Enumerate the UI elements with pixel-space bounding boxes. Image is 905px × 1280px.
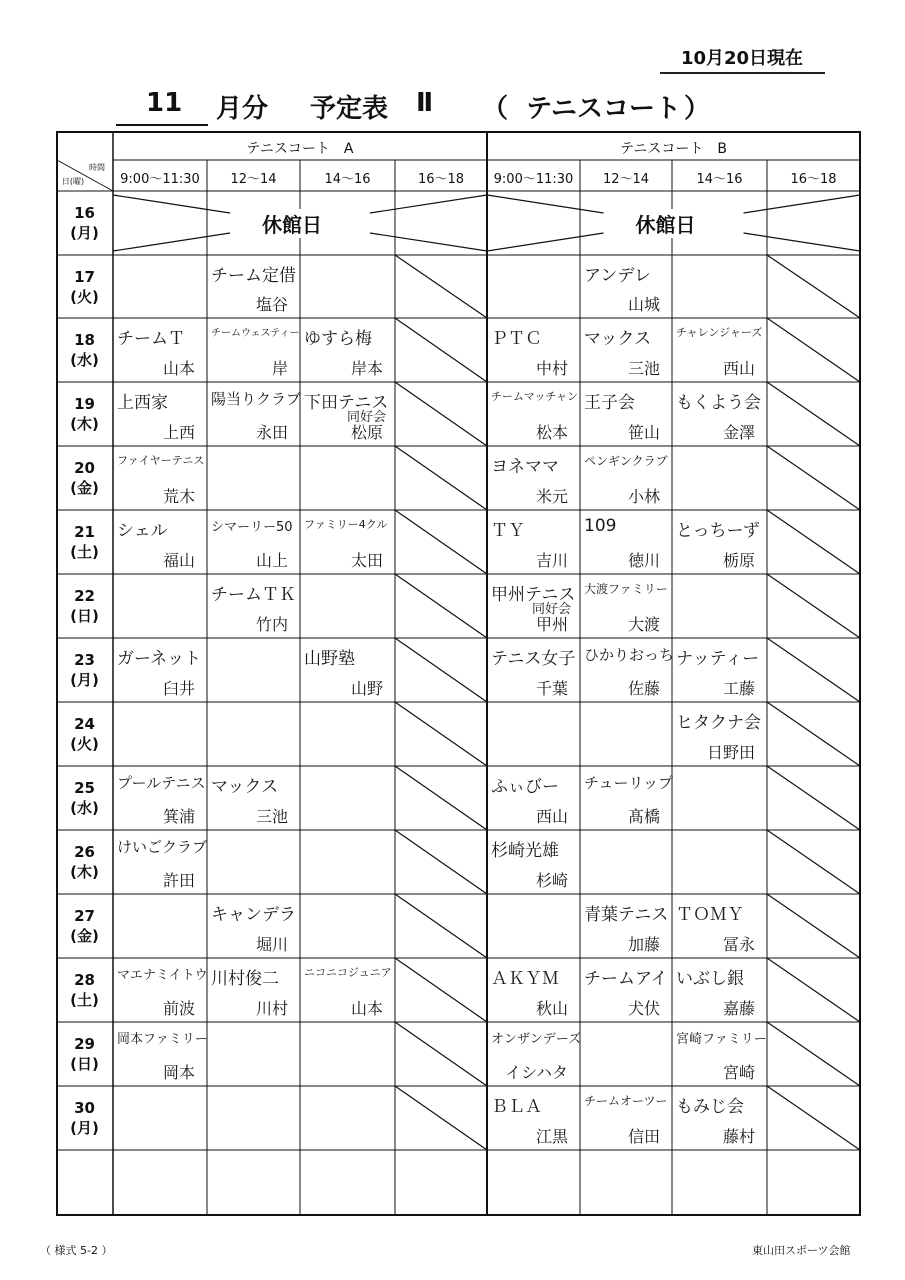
reservation-group: ＢＬＡ (491, 1097, 542, 1117)
unavailable-slot-diagonal (767, 446, 860, 510)
closed-arrow-line (487, 233, 604, 251)
reservation-group: 青葉テニス (584, 905, 669, 925)
reservation-group: ひかりおっち (584, 646, 675, 664)
reservation-contact: 宮崎 (722, 1063, 755, 1082)
title-schedule: 予定表 (310, 94, 389, 124)
closed-arrow-line (113, 233, 230, 251)
day-weekday: (火) (70, 287, 99, 306)
reservation-group: もくよう会 (676, 393, 761, 413)
unavailable-slot-diagonal (767, 1086, 860, 1150)
unavailable-slot-diagonal (767, 318, 860, 382)
reservation-contact: 笹山 (627, 423, 660, 442)
unavailable-slot-diagonal (767, 574, 860, 638)
reservation-contact: 吉川 (535, 551, 568, 570)
unavailable-slot-diagonal (767, 766, 860, 830)
unavailable-slot-diagonal (767, 702, 860, 766)
day-label (57, 970, 112, 1010)
reservation-contact: 信田 (627, 1127, 660, 1146)
closed-arrow-line (487, 195, 604, 213)
day-weekday: (月) (70, 224, 99, 242)
reservation-contact: 松本 (535, 423, 568, 442)
closed-label-court-a: 休館日 (256, 209, 328, 238)
reservation-group: いぶし銀 (676, 969, 744, 989)
reservation-group: 陽当りクラブ (211, 390, 302, 408)
unavailable-slot-diagonal (395, 702, 487, 766)
day-date: 21 (74, 523, 95, 541)
unavailable-slot-diagonal (767, 1022, 860, 1086)
day-date: 30 (74, 1099, 95, 1117)
time-slot-header: 16～18 (417, 172, 465, 187)
reservation-contact: 山本 (162, 359, 195, 378)
time-slot-header: 14～16 (696, 172, 743, 187)
reservation-group: キャンデラ (211, 905, 296, 925)
day-label (57, 650, 112, 690)
reservation-group: チームマッチャン (491, 390, 579, 403)
day-weekday: (火) (70, 735, 99, 753)
reservation-contact: イシハタ (505, 1063, 568, 1082)
day-date: 26 (74, 843, 95, 861)
reservation-group: オンザンデーズ (491, 1032, 582, 1047)
unavailable-slot-diagonal (395, 574, 487, 638)
day-weekday: (水) (70, 351, 99, 369)
closed-arrow-line (370, 195, 487, 213)
time-slot-header: 12～14 (230, 172, 277, 187)
reservation-contact: 日野田 (706, 743, 755, 762)
time-slot-header: 16～18 (790, 172, 837, 187)
title-open-paren: （ (482, 94, 509, 124)
day-weekday: (金) (70, 927, 99, 945)
reservation-contact: 甲州 (535, 615, 568, 634)
title-close-paren: ） (684, 94, 711, 124)
day-date: 20 (74, 459, 95, 477)
reservation-group: ペンギンクラブ (584, 454, 668, 468)
unavailable-slot-diagonal (395, 1086, 487, 1150)
reservation-group: ゆすら梅 (304, 329, 372, 349)
reservation-contact: 杉崎 (535, 871, 568, 890)
as-of-date-stamp: 10月20日現在 (680, 48, 804, 69)
reservation-contact: 米元 (535, 487, 568, 506)
day-weekday: (月) (70, 1119, 99, 1137)
reservation-contact: 山野 (350, 679, 383, 698)
court-b-header: テニスコート B (619, 141, 728, 157)
reservation-group: ニコニコジュニア (304, 966, 392, 979)
reservation-group: ふぃびー (491, 777, 559, 797)
reservation-group: ヨネママ (491, 457, 559, 477)
reservation-group: ＰＴＣ (491, 329, 542, 349)
reservation-contact: 小林 (627, 487, 660, 506)
court-a-header: テニスコート A (246, 141, 354, 157)
reservation-contact: 岸 (271, 359, 288, 378)
reservation-contact: 三池 (255, 807, 288, 826)
reservation-contact: 竹内 (255, 615, 288, 634)
reservation-group: チームオーツー (584, 1094, 668, 1108)
unavailable-slot-diagonal (767, 255, 860, 318)
unavailable-slot-diagonal (395, 766, 487, 830)
unavailable-slot-diagonal (767, 830, 860, 894)
reservation-group: シェル (117, 521, 168, 541)
reservation-group: ファミリー4クル (304, 518, 388, 531)
reservation-contact: 江黒 (535, 1127, 568, 1146)
unavailable-slot-diagonal (767, 510, 860, 574)
reservation-contact: 栃原 (722, 551, 755, 570)
time-slot-header: 9:00～11:30 (493, 172, 574, 187)
reservation-group-note: 同好会 (347, 410, 387, 425)
day-label (57, 1034, 112, 1074)
day-weekday: (木) (70, 415, 99, 433)
reservation-group: チームＴ (117, 329, 185, 349)
reservation-group: チーム定借 (211, 266, 296, 286)
reservation-contact: 千葉 (535, 679, 568, 698)
reservation-contact: 徳川 (627, 551, 660, 570)
reservation-group: アンデレ (584, 266, 651, 286)
reservation-contact: 許田 (162, 871, 195, 890)
day-label (57, 267, 112, 307)
reservation-contact: 藤村 (722, 1127, 755, 1146)
reservation-contact: 永田 (255, 423, 288, 442)
reservation-group: チームＴＫ (211, 585, 296, 605)
reservation-contact: 嘉藤 (722, 999, 755, 1018)
reservation-group: 宮崎ファミリー (676, 1032, 767, 1047)
time-slot-header: 12～14 (602, 172, 650, 187)
day-label (57, 458, 112, 498)
unavailable-slot-diagonal (395, 510, 487, 574)
reservation-contact: 岡本 (162, 1063, 195, 1082)
day-date: 28 (74, 971, 95, 989)
time-axis-label: 時間 (89, 163, 105, 172)
unavailable-slot-diagonal (767, 638, 860, 702)
day-label (57, 522, 112, 562)
reservation-group-note: 同好会 (532, 602, 572, 617)
day-label (57, 586, 112, 626)
title-month-number: 11 (146, 88, 183, 118)
day-date: 27 (74, 907, 95, 925)
reservation-contact: 冨永 (722, 935, 755, 954)
day-date: 17 (74, 267, 95, 286)
reservation-group: もみじ会 (676, 1097, 744, 1117)
reservation-group: けいごクラブ (117, 838, 208, 856)
reservation-group: とっちーず (676, 521, 760, 541)
reservation-group: 杉崎光雄 (491, 841, 559, 861)
reservation-contact: 山上 (255, 551, 288, 570)
reservation-group: 岡本ファミリー (117, 1032, 208, 1047)
day-date: 24 (74, 715, 95, 733)
day-weekday: (日) (70, 1055, 99, 1073)
day-weekday: (日) (70, 607, 99, 625)
unavailable-slot-diagonal (767, 382, 860, 446)
reservation-group: ＴＯＭＹ (676, 905, 744, 925)
reservation-group: 甲州テニス (491, 585, 576, 605)
closed-arrow-line (113, 195, 230, 213)
day-weekday: (木) (70, 863, 99, 881)
reservation-group: チューリップ (584, 774, 673, 792)
unavailable-slot-diagonal (395, 958, 487, 1022)
reservation-group: プールテニス (117, 774, 206, 792)
day-weekday: (土) (70, 543, 99, 561)
reservation-contact: 大渡 (627, 615, 660, 634)
reservation-contact: 臼井 (162, 679, 195, 698)
reservation-group: ヒタクナ会 (676, 713, 761, 733)
unavailable-slot-diagonal (395, 255, 487, 318)
unavailable-slot-diagonal (395, 894, 487, 958)
day-label (57, 778, 112, 818)
unavailable-slot-diagonal (395, 638, 487, 702)
day-axis-label: 日(曜) (61, 177, 85, 186)
day-label (57, 842, 112, 882)
unavailable-slot-diagonal (395, 1022, 487, 1086)
time-slot-header: 9:00～11:30 (120, 172, 200, 187)
reservation-group: 大渡ファミリー (584, 582, 668, 596)
reservation-group: 山野塾 (304, 649, 355, 669)
reservation-group: 下田テニス (304, 393, 389, 413)
reservation-group: マックス (211, 777, 279, 797)
day-date: 25 (74, 779, 95, 797)
unavailable-slot-diagonal (395, 830, 487, 894)
reservation-contact: 山城 (627, 295, 660, 314)
unavailable-slot-diagonal (395, 446, 487, 510)
day-date: 23 (74, 651, 95, 669)
reservation-contact: 中村 (535, 359, 568, 378)
reservation-group: 川村俊二 (211, 969, 279, 989)
reservation-group: チャレンジャーズ (676, 326, 763, 339)
day-label (57, 714, 112, 754)
day-label (57, 1098, 112, 1138)
reservation-contact: 松原 (350, 423, 383, 442)
day-weekday: (土) (70, 991, 99, 1009)
reservation-contact: 加藤 (627, 935, 660, 954)
reservation-group: テニス女子 (491, 649, 576, 669)
reservation-contact: 荒木 (162, 487, 195, 506)
day-label (57, 906, 112, 946)
reservation-contact: 箕浦 (162, 807, 195, 826)
reservation-contact: 山本 (350, 999, 383, 1018)
day-weekday: (金) (70, 479, 99, 497)
reservation-contact: 西山 (722, 359, 755, 378)
reservation-group: チームアイ (584, 969, 668, 989)
table-border (57, 132, 860, 1215)
unavailable-slot-diagonal (395, 382, 487, 446)
reservation-group: 109 (584, 516, 617, 536)
time-slot-header: 14～16 (324, 172, 371, 187)
reservation-contact: 三池 (627, 359, 660, 378)
reservation-contact: 犬伏 (627, 999, 660, 1018)
reservation-contact: 工藤 (722, 679, 755, 698)
closed-label-court-b: 休館日 (630, 209, 702, 238)
day-label (57, 394, 112, 434)
reservation-group: 上西家 (117, 393, 168, 413)
title-month-word: 月分 (216, 94, 269, 124)
reservation-contact: 堀川 (255, 935, 288, 954)
reservation-group: チームウェスティー (211, 328, 300, 339)
reservation-group: ガーネット (117, 649, 202, 669)
title-roman: Ⅱ (416, 88, 434, 118)
reservation-contact: 太田 (350, 551, 383, 570)
reservation-contact: 髙橋 (627, 807, 660, 826)
reservation-contact: 川村 (255, 999, 288, 1018)
reservation-contact: 前波 (162, 999, 195, 1018)
day-date: 29 (74, 1035, 95, 1053)
reservation-group: ＡＫＹＭ (491, 969, 559, 989)
reservation-group: ナッティー (676, 649, 760, 669)
unavailable-slot-diagonal (767, 894, 860, 958)
closed-arrow-line (370, 233, 487, 251)
day-date: 19 (74, 395, 95, 413)
day-weekday: (月) (70, 671, 99, 689)
closed-arrow-line (744, 233, 861, 251)
form-number: （ 様式 5-2 ） (40, 1244, 113, 1257)
day-date: 22 (74, 587, 95, 605)
title-facility: テニスコート (526, 94, 681, 124)
closed-arrow-line (744, 195, 861, 213)
reservation-contact: 塩谷 (255, 295, 288, 314)
reservation-contact: 西山 (535, 807, 568, 826)
reservation-group: 王子会 (584, 393, 635, 413)
day-date: 18 (74, 331, 95, 349)
facility-name: 東山田スポーツ会館 (752, 1244, 851, 1257)
unavailable-slot-diagonal (395, 318, 487, 382)
reservation-group: ファイヤーテニス (117, 454, 205, 467)
day-label (57, 330, 112, 370)
reservation-group: マエナミイトウ (117, 968, 208, 983)
reservation-contact: 佐藤 (627, 679, 660, 698)
reservation-group: ＴＹ (491, 521, 525, 541)
reservation-contact: 福山 (162, 551, 195, 570)
day-label (57, 203, 112, 243)
reservation-contact: 上西 (162, 423, 195, 442)
reservation-group: マックス (584, 329, 652, 349)
unavailable-slot-diagonal (767, 958, 860, 1022)
reservation-group: シマーリー50 (211, 520, 293, 535)
reservation-contact: 岸本 (350, 359, 383, 378)
day-date: 16 (74, 204, 95, 222)
day-weekday: (水) (70, 799, 99, 817)
reservation-contact: 秋山 (535, 999, 568, 1018)
reservation-contact: 金澤 (722, 423, 755, 442)
